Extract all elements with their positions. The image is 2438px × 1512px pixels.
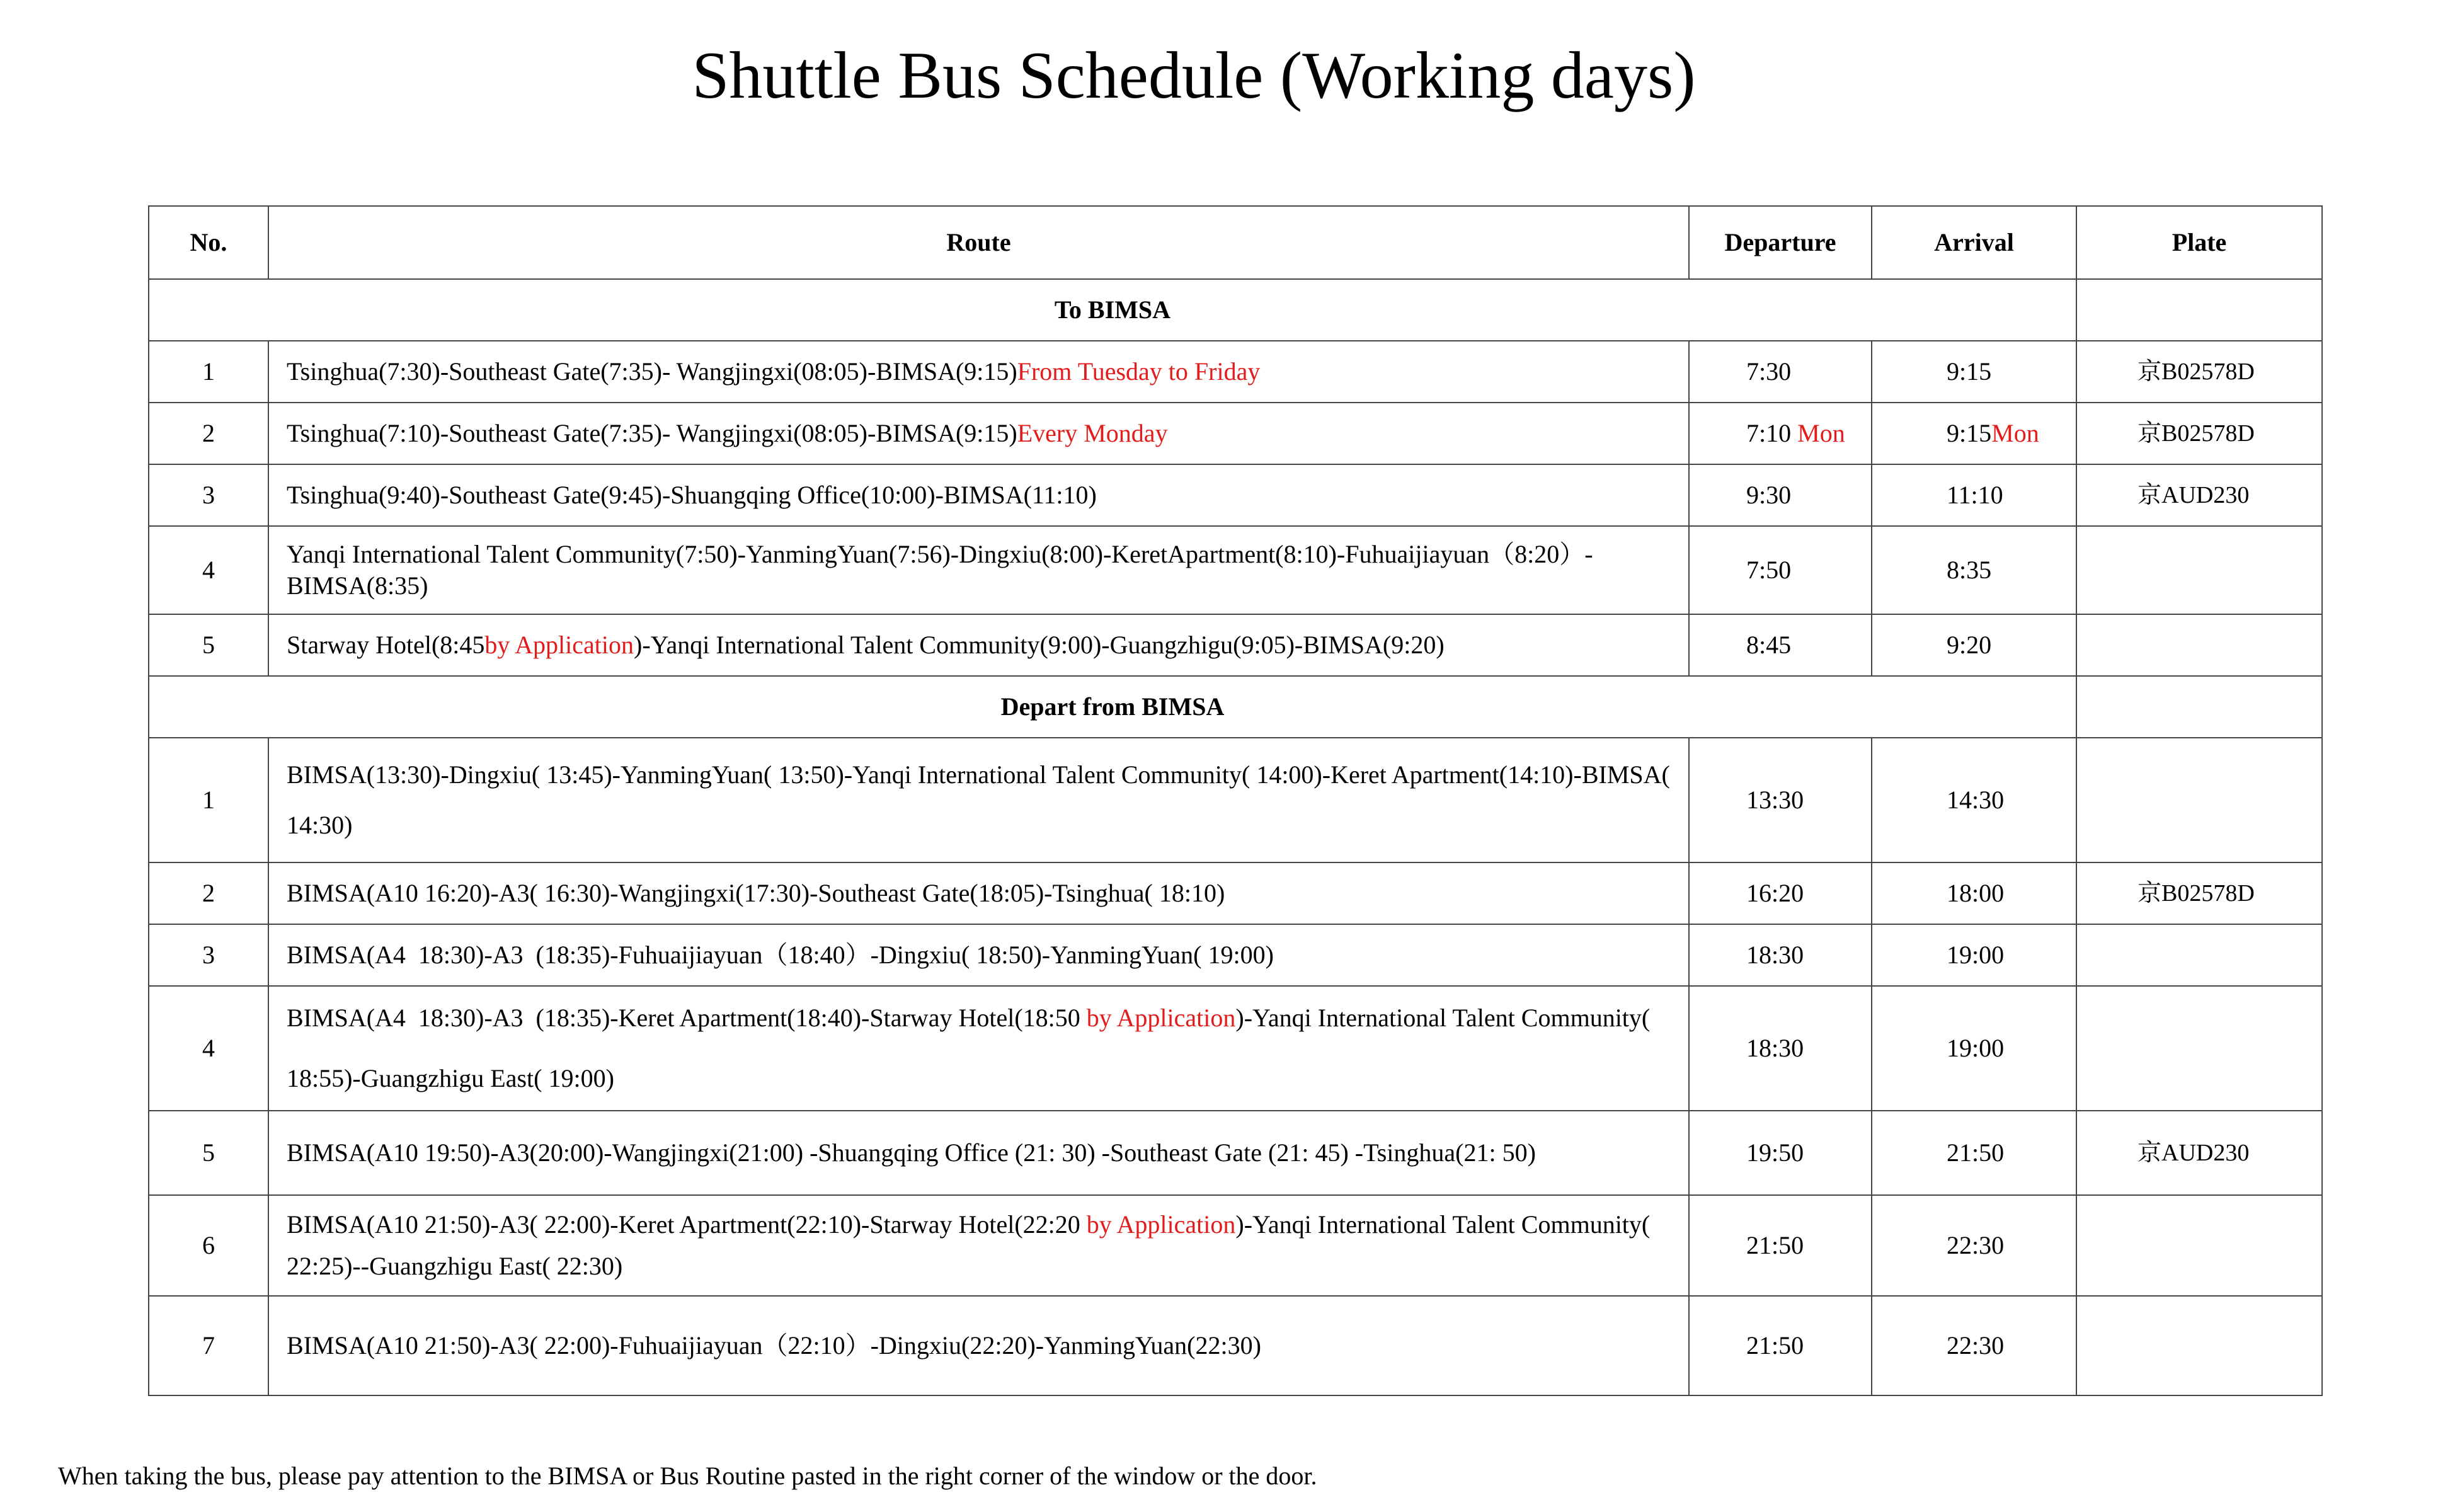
table-row	[149, 526, 2322, 614]
departure-cell: 8:45	[1689, 614, 1872, 676]
table-row	[149, 862, 2322, 924]
row-number: 5	[149, 1111, 268, 1195]
departure-cell: 7:30	[1689, 341, 1872, 403]
arrival-cell: 18:00	[1872, 862, 2076, 924]
table-row	[149, 1296, 2322, 1395]
arrival-cell: 11:10	[1872, 464, 2076, 526]
table-row	[149, 924, 2322, 986]
plate-cell	[2076, 614, 2322, 676]
header-row	[149, 206, 2322, 279]
table-row	[149, 614, 2322, 676]
table-row	[149, 341, 2322, 403]
row-number: 1	[149, 738, 268, 862]
arrival-time: 9:15	[1947, 419, 1992, 447]
row-number: 3	[149, 464, 268, 526]
route-cell: BIMSA(A10 21:50)-A3( 22:00)-Fuhuaijiayuan（22:10）-Dingxiu(22:20)-YanmingYuan(22:30)	[268, 1296, 1689, 1395]
header-departure: Departure	[1689, 206, 1872, 279]
plate-cell: 京B02578D	[2076, 341, 2322, 403]
route-cell	[268, 614, 1689, 676]
departure-cell: 13:30	[1689, 738, 1872, 862]
arrival-cell: 19:00	[1872, 924, 2076, 986]
departure-note: Mon	[1797, 419, 1845, 447]
plate-cell	[2076, 738, 2322, 862]
arrival-note: Mon	[1991, 419, 2039, 447]
arrival-cell	[1872, 403, 2076, 464]
footer-note: When taking the bus, please pay attention to the BIMSA or Bus Routine pasted in the right corner of the window or the door.	[58, 1462, 1317, 1490]
section-empty-cell	[2076, 676, 2322, 738]
route-text: BIMSA(A10 21:50)-A3( 22:00)-Keret Apartment(22:10)-Starway Hotel(22:20	[287, 1210, 1087, 1239]
row-number: 2	[149, 403, 268, 464]
header-no: No.	[149, 206, 268, 279]
route-note: From Tuesday to Friday	[1017, 357, 1261, 386]
departure-cell: 9:30	[1689, 464, 1872, 526]
route-cell: BIMSA(A4 18:30)-A3 (18:35)-Fuhuaijiayuan（18:40）-Dingxiu( 18:50)-YanmingYuan( 19:00)	[268, 924, 1689, 986]
arrival-cell: 9:15	[1872, 341, 2076, 403]
plate-cell	[2076, 1195, 2322, 1296]
schedule-table	[148, 205, 2323, 1396]
departure-cell: 16:20	[1689, 862, 1872, 924]
route-cell: BIMSA(A10 19:50)-A3(20:00)-Wangjingxi(21:00) -Shuangqing Office (21: 30) -Southeast Gate (21: 45) -Tsinghua(21: 50)	[268, 1111, 1689, 1195]
departure-cell	[1689, 403, 1872, 464]
departure-cell: 18:30	[1689, 986, 1872, 1111]
row-number: 3	[149, 924, 268, 986]
plate-cell: 京B02578D	[2076, 403, 2322, 464]
route-cell	[268, 341, 1689, 403]
plate-cell: 京AUD230	[2076, 1111, 2322, 1195]
route-note: by Application	[1086, 1004, 1236, 1032]
route-text-continued: )-Yanqi International Talent Community( 18:55)-Guangzhigu East( 19:00)	[287, 1004, 1651, 1092]
route-note: by Application	[1086, 1210, 1236, 1239]
route-text: Tsinghua(7:30)-Southeast Gate(7:35)- Wangjingxi(08:05)-BIMSA(9:15)	[287, 357, 1017, 386]
table-row	[149, 738, 2322, 862]
section-heading-to-bimsa: To BIMSA	[149, 279, 2076, 341]
arrival-cell: 21:50	[1872, 1111, 2076, 1195]
plate-cell	[2076, 924, 2322, 986]
table-row	[149, 986, 2322, 1111]
route-text: Starway Hotel(8:45	[287, 631, 485, 659]
row-number: 4	[149, 526, 268, 614]
departure-cell: 19:50	[1689, 1111, 1872, 1195]
table-row	[149, 1111, 2322, 1195]
header-arrival: Arrival	[1872, 206, 2076, 279]
arrival-cell: 22:30	[1872, 1296, 2076, 1395]
arrival-cell: 14:30	[1872, 738, 2076, 862]
plate-cell	[2076, 986, 2322, 1111]
table-row	[149, 403, 2322, 464]
route-text-continued: )-Yanqi International Talent Community(9:00)-Guangzhigu(9:05)-BIMSA(9:20)	[634, 631, 1445, 659]
departure-cell: 21:50	[1689, 1296, 1872, 1395]
row-number: 2	[149, 862, 268, 924]
plate-cell	[2076, 526, 2322, 614]
departure-time: 7:10	[1746, 419, 1792, 447]
header-plate: Plate	[2076, 206, 2322, 279]
route-note: by Application	[484, 631, 634, 659]
row-number: 4	[149, 986, 268, 1111]
row-number: 6	[149, 1195, 268, 1296]
route-cell: Tsinghua(9:40)-Southeast Gate(9:45)-Shuangqing Office(10:00)-BIMSA(11:10)	[268, 464, 1689, 526]
plate-cell: 京AUD230	[2076, 464, 2322, 526]
route-cell: BIMSA(A10 16:20)-A3( 16:30)-Wangjingxi(17:30)-Southeast Gate(18:05)-Tsinghua( 18:10)	[268, 862, 1689, 924]
section-row-to-bimsa	[149, 279, 2322, 341]
route-cell: Yanqi International Talent Community(7:50)-YanmingYuan(7:56)-Dingxiu(8:00)-KeretApartment(8:10)-Fuhuaijiayuan（8:20）-BIMSA(8:35)	[268, 526, 1689, 614]
route-cell	[268, 403, 1689, 464]
arrival-cell: 9:20	[1872, 614, 2076, 676]
route-cell	[268, 986, 1689, 1111]
row-number: 1	[149, 341, 268, 403]
row-number: 5	[149, 614, 268, 676]
route-text: Tsinghua(7:10)-Southeast Gate(7:35)- Wangjingxi(08:05)-BIMSA(9:15)	[287, 419, 1017, 447]
arrival-cell: 22:30	[1872, 1195, 2076, 1296]
plate-cell: 京B02578D	[2076, 862, 2322, 924]
row-number: 7	[149, 1296, 268, 1395]
route-note: Every Monday	[1017, 419, 1168, 447]
section-heading-from-bimsa: Depart from BIMSA	[149, 676, 2076, 738]
section-empty-cell	[2076, 279, 2322, 341]
plate-cell	[2076, 1296, 2322, 1395]
departure-cell: 21:50	[1689, 1195, 1872, 1296]
route-text: BIMSA(A4 18:30)-A3 (18:35)-Keret Apartment(18:40)-Starway Hotel(18:50	[287, 1004, 1087, 1032]
route-cell: BIMSA(13:30)-Dingxiu( 13:45)-YanmingYuan( 13:50)-Yanqi International Talent Community( 14:00)-Keret Apartment(14:10)-BIMSA( 14:30)	[268, 738, 1689, 862]
table-row	[149, 464, 2322, 526]
page-title: Shuttle Bus Schedule (Working days)	[692, 38, 1696, 112]
header-route: Route	[268, 206, 1689, 279]
section-row-from-bimsa	[149, 676, 2322, 738]
departure-cell: 18:30	[1689, 924, 1872, 986]
route-text-continued: )-Yanqi International Talent Community( 22:25)--Guangzhigu East( 22:30)	[287, 1210, 1651, 1280]
arrival-cell: 19:00	[1872, 986, 2076, 1111]
table-row	[149, 1195, 2322, 1296]
arrival-cell: 8:35	[1872, 526, 2076, 614]
route-cell	[268, 1195, 1689, 1296]
departure-cell: 7:50	[1689, 526, 1872, 614]
